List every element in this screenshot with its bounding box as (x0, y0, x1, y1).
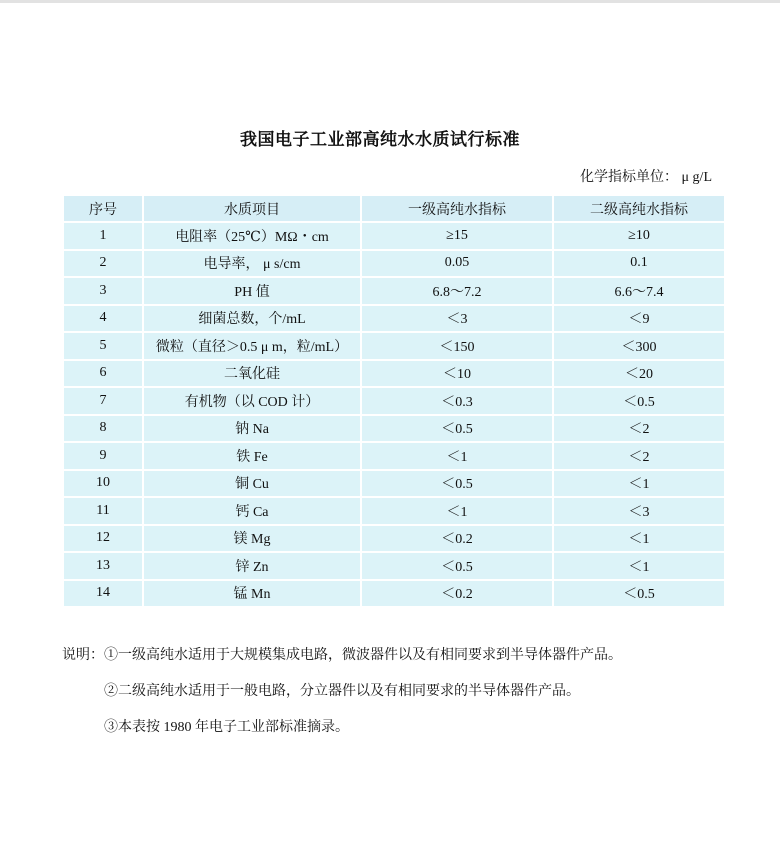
cell-grade-2: ＜0.5 (553, 387, 725, 415)
table-row (63, 580, 725, 608)
unit-note: 化学指标单位： μ g/L (580, 170, 712, 185)
table-row (63, 222, 725, 250)
header-grade-2: 二级高纯水指标 (553, 195, 725, 222)
table-row (63, 332, 725, 360)
cell-item: 钠 Na (143, 415, 361, 443)
cell-grade-1: ＜0.2 (361, 525, 553, 553)
header-grade-1: 一级高纯水指标 (361, 195, 553, 222)
cell-grade-1: ＜1 (361, 442, 553, 470)
cell-item: 电阻率（25℃）MΩ・cm (143, 222, 361, 250)
table-row (63, 360, 725, 388)
cell-index: 6 (63, 360, 143, 388)
cell-index: 14 (63, 580, 143, 608)
cell-index: 12 (63, 525, 143, 553)
cell-grade-1: ＜10 (361, 360, 553, 388)
water-quality-table (62, 194, 726, 608)
table-body (63, 222, 725, 607)
document-title: 我国电子工业部高纯水水质试行标准 (240, 130, 520, 149)
cell-grade-2: ＜300 (553, 332, 725, 360)
cell-grade-1: ＜1 (361, 497, 553, 525)
cell-index: 2 (63, 250, 143, 278)
note-3: ③本表按 1980 年电子工业部标准摘录。 (104, 720, 349, 735)
cell-grade-1: 6.8～7.2 (361, 277, 553, 305)
table-row (63, 415, 725, 443)
cell-grade-1: ＜0.5 (361, 470, 553, 498)
header-item: 水质项目 (143, 195, 361, 222)
cell-index: 4 (63, 305, 143, 333)
table-row (63, 470, 725, 498)
table-row (63, 387, 725, 415)
cell-item: 铁 Fe (143, 442, 361, 470)
cell-index: 9 (63, 442, 143, 470)
cell-grade-2: 6.6～7.4 (553, 277, 725, 305)
cell-item: 细菌总数，个/mL (143, 305, 361, 333)
cell-grade-2: 0.1 (553, 250, 725, 278)
cell-grade-2: ＜1 (553, 470, 725, 498)
table-row (63, 442, 725, 470)
cell-item: 钙 Ca (143, 497, 361, 525)
cell-item: 铜 Cu (143, 470, 361, 498)
cell-grade-1: 0.05 (361, 250, 553, 278)
cell-item: PH 值 (143, 277, 361, 305)
cell-item: 锌 Zn (143, 552, 361, 580)
cell-grade-2: ＜2 (553, 442, 725, 470)
cell-index: 13 (63, 552, 143, 580)
cell-item: 有机物（以 COD 计） (143, 387, 361, 415)
cell-index: 7 (63, 387, 143, 415)
cell-grade-1: ＜0.5 (361, 415, 553, 443)
cell-index: 11 (63, 497, 143, 525)
table-row (63, 305, 725, 333)
table-row (63, 525, 725, 553)
cell-grade-2: ＜2 (553, 415, 725, 443)
cell-grade-1: ＜3 (361, 305, 553, 333)
cell-grade-2: ＜9 (553, 305, 725, 333)
table-row (63, 277, 725, 305)
cell-grade-2: ≥10 (553, 222, 725, 250)
cell-item: 微粒（直径＞0.5 μ m，粒/mL） (143, 332, 361, 360)
table-row (63, 552, 725, 580)
cell-grade-1: ≥15 (361, 222, 553, 250)
cell-grade-1: ＜0.5 (361, 552, 553, 580)
cell-grade-1: ＜0.2 (361, 580, 553, 608)
cell-grade-2: ＜1 (553, 552, 725, 580)
cell-index: 8 (63, 415, 143, 443)
table-header-row (63, 195, 725, 222)
cell-grade-2: ＜0.5 (553, 580, 725, 608)
cell-index: 1 (63, 222, 143, 250)
header-index: 序号 (63, 195, 143, 222)
cell-grade-2: ＜3 (553, 497, 725, 525)
table-row (63, 250, 725, 278)
page-top-border (0, 0, 780, 3)
cell-grade-1: ＜150 (361, 332, 553, 360)
cell-item: 锰 Mn (143, 580, 361, 608)
cell-grade-1: ＜0.3 (361, 387, 553, 415)
note-2: ②二级高纯水适用于一般电路，分立器件以及有相同要求的半导体器件产品。 (104, 684, 580, 699)
cell-item: 二氧化硅 (143, 360, 361, 388)
cell-grade-2: ＜20 (553, 360, 725, 388)
cell-item: 镁 Mg (143, 525, 361, 553)
cell-index: 3 (63, 277, 143, 305)
table-row (63, 497, 725, 525)
cell-index: 10 (63, 470, 143, 498)
cell-index: 5 (63, 332, 143, 360)
cell-grade-2: ＜1 (553, 525, 725, 553)
cell-item: 电导率， μ s/cm (143, 250, 361, 278)
note-1: 说明：①一级高纯水适用于大规模集成电路，微波器件以及有相同要求到半导体器件产品。 (62, 648, 622, 663)
